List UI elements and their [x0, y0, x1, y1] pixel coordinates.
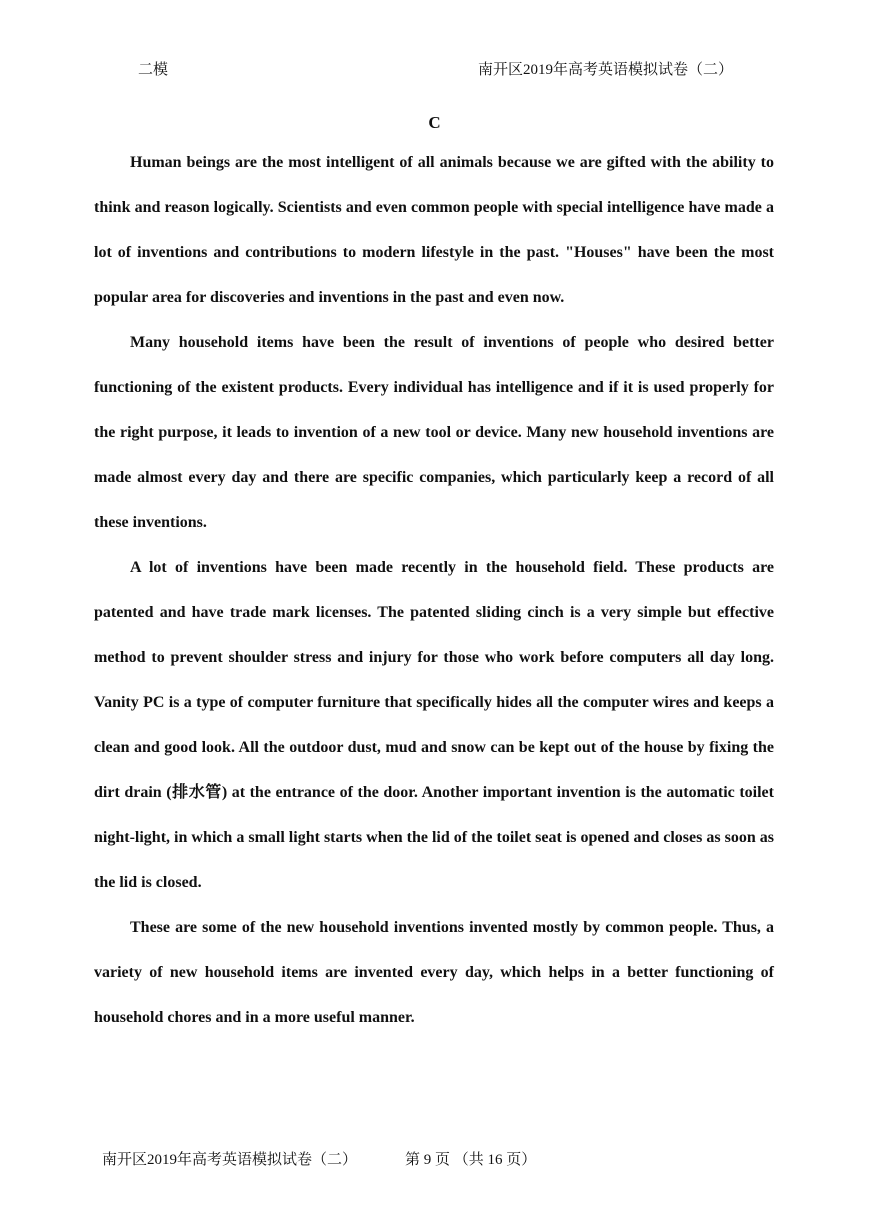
paragraph-3: A lot of inventions have been made recently in the household field. These products are patented and have trade mark licenses. The patented sliding cinch is a very simple but effective method to prevent shoulder stress and injury for those who work before computers all day long. Vanity PC is a type of computer furniture that specifically hides all the computer wires and keeps a clean and good look. All the outdoor dust, mud and snow can be kept out of the house by fixing the dirt drain (排水管) at the entrance of the door. Another important invention is the automatic toilet night-light, in which a small light starts when the lid of the toilet seat is opened and closes as soon as the lid is closed.: [94, 559, 774, 891]
header-exam-label: 二模: [138, 62, 169, 78]
paragraph-1: Human beings are the most intelligent of all animals because we are gifted with the ability to think and reason logically. Scientists and even common people with special intelligence have made a lot of inventions and contributions to modern lifestyle in the past. "Houses" have been the most popular area for discoveries and inventions in the past and even now.: [94, 154, 774, 306]
page-footer: [102, 1150, 536, 1170]
passage-body: [94, 140, 774, 1040]
section-heading: C: [428, 113, 441, 132]
paragraph-4: These are some of the new household inventions invented mostly by common people. Thus, a variety of new household items are invented every day, which helps in a better functioning of household chores and in a more useful manner.: [94, 919, 774, 1026]
footer-exam-title: 南开区2019年高考英语模拟试卷（二）: [102, 1152, 358, 1168]
footer-page-number: 第 9 页 （共 16 页）: [405, 1152, 537, 1168]
header-exam-title: 南开区2019年高考英语模拟试卷（二）: [478, 62, 734, 78]
paragraph-2: Many household items have been the result of inventions of people who desired better functioning of the existent products. Every individual has intelligence and if it is used properly for the right purpose, it leads to invention of a new tool or device. Many new household inventions are made almost every day and there are specific companies, which particularly keep a record of all these inventions.: [94, 334, 774, 531]
